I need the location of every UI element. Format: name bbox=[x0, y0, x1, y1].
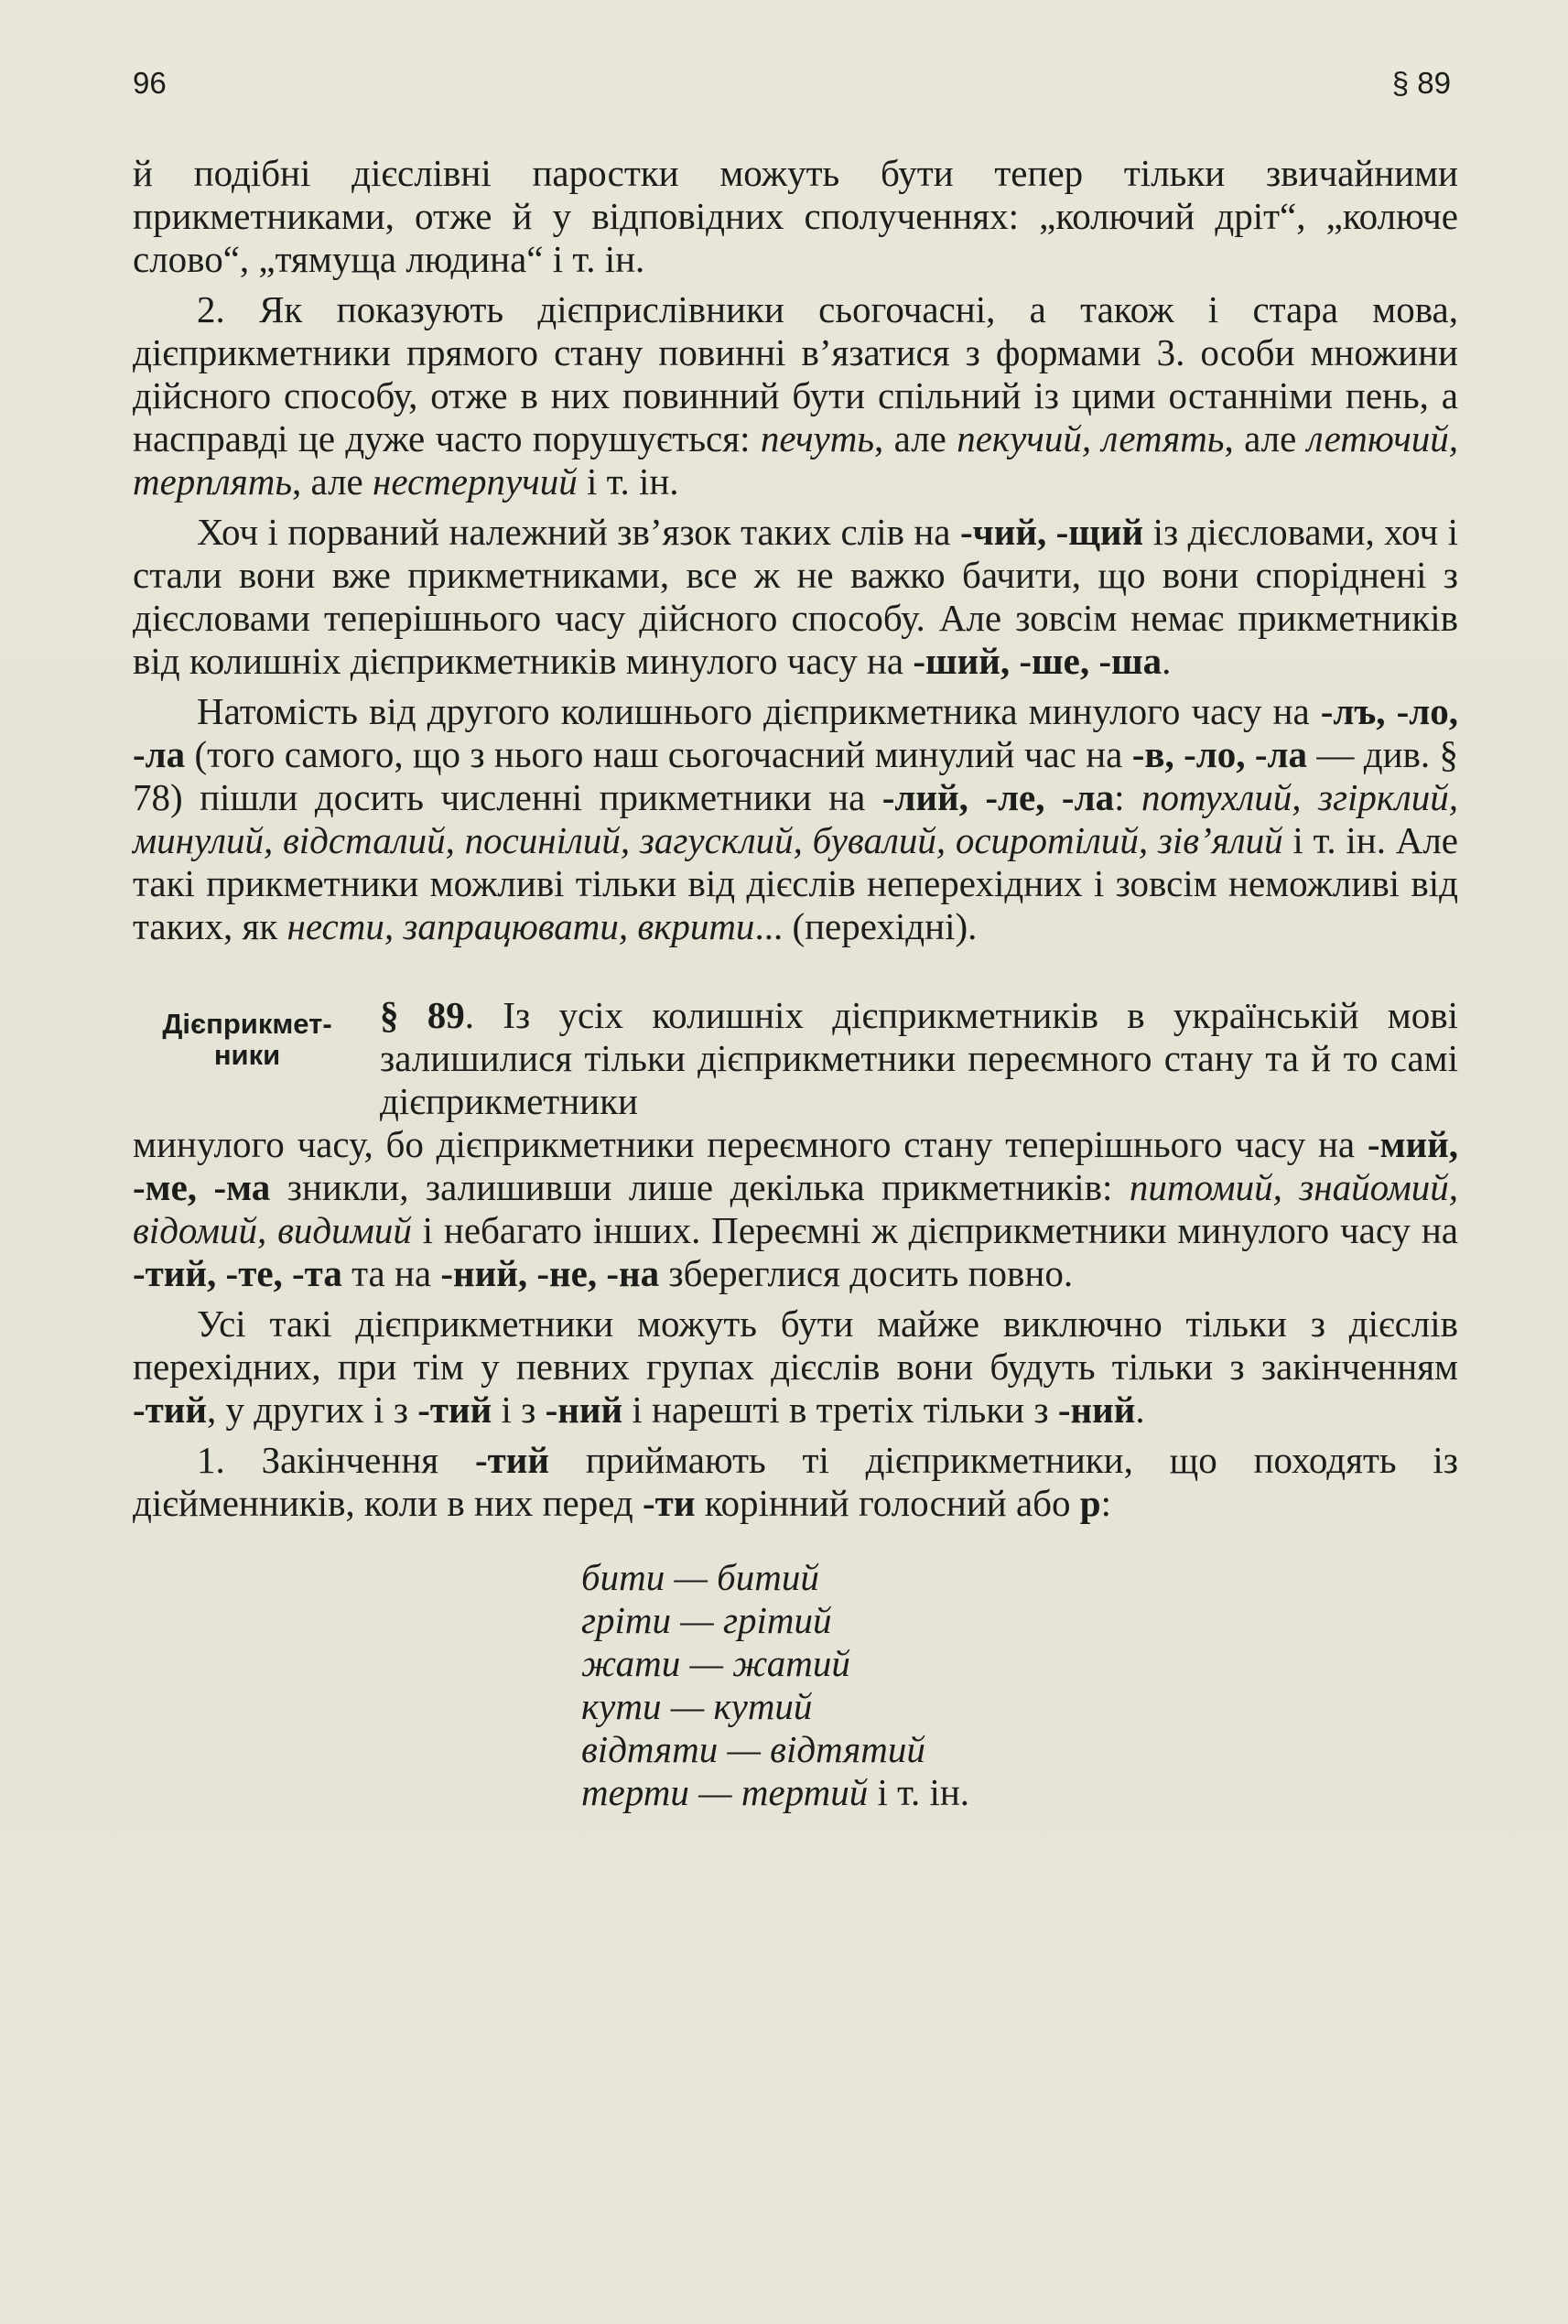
example-line bbox=[581, 1556, 1458, 1599]
page-header bbox=[133, 66, 1458, 121]
paragraph bbox=[133, 1123, 1458, 1295]
italic-example: пекучий, летять bbox=[957, 417, 1225, 459]
margin-note-line: Дієприкмет- bbox=[162, 1008, 332, 1040]
example-line bbox=[581, 1599, 1458, 1642]
bold-term: -тий bbox=[417, 1389, 492, 1431]
section-heading-paragraph bbox=[380, 994, 1458, 1123]
text-run: 2. Як показують дієприслівники сьогочасні, а також і стара мова, дієприкметники прямого стану повинні в’язатися з формами 3. особи множини дійсного способу, отже в них повинний бути спільний із цими останніми пень, а насправді це дуже часто порушується: bbox=[133, 288, 1458, 459]
text-run: і т. ін. Але такі прикметники можливі тільки від дієслів неперехідних і зовсім неможливі від таких, як bbox=[133, 819, 1459, 947]
italic-example: нести, запрацювати, вкрити bbox=[287, 905, 755, 947]
example-line bbox=[581, 1685, 1458, 1728]
example-pair: бити — битий bbox=[581, 1556, 819, 1598]
text-run: . Із усіх колишніх дієприкметників в українській мові залишилися тільки дієприкметники переємного стану та й то самі дієприкметники bbox=[380, 994, 1458, 1122]
text-run: , але bbox=[874, 417, 957, 459]
text-run: зникли, залишивши лише декілька прикметників: bbox=[270, 1166, 1130, 1208]
text-run: , але bbox=[1224, 417, 1307, 459]
text-run: . bbox=[1162, 640, 1172, 682]
text-run: , але bbox=[292, 460, 373, 503]
text-run: приймають ті дієприкметники, що походять із дієйменників, коли в них перед bbox=[133, 1439, 1458, 1524]
text-run: Хоч і порваний належний зв’язок таких слів на bbox=[197, 511, 960, 553]
bold-term: § 89 bbox=[380, 994, 465, 1036]
example-pair: кути — кутий bbox=[581, 1685, 813, 1727]
italic-example: нестерпучий bbox=[372, 460, 578, 503]
bold-term: -лъ, -ло, -ла bbox=[133, 690, 1458, 775]
example-pair: відтяти — відтятий bbox=[581, 1728, 925, 1770]
text-run: , у других і з bbox=[207, 1389, 418, 1431]
example-pair: терти — тертий bbox=[581, 1771, 869, 1813]
text-run: : bbox=[1100, 1482, 1111, 1524]
section-marker: § 89 bbox=[1391, 66, 1451, 100]
text-run: : bbox=[1114, 776, 1141, 818]
bold-term: -ти bbox=[643, 1482, 696, 1524]
bold-term: -тий, -те, -та bbox=[133, 1252, 342, 1294]
bold-term: -мий, -ме, -ма bbox=[133, 1123, 1458, 1208]
paragraph-group-1 bbox=[133, 152, 1458, 948]
example-list bbox=[581, 1556, 1458, 1814]
bold-term: -ший, -ше, -ша bbox=[913, 640, 1162, 682]
text-run: 1. Закінчення bbox=[197, 1439, 475, 1481]
margin-note bbox=[133, 994, 380, 1123]
example-line bbox=[581, 1728, 1458, 1771]
example-line bbox=[581, 1642, 1458, 1685]
text-run: . bbox=[1135, 1389, 1145, 1431]
example-pair: гріти — грітий bbox=[581, 1599, 832, 1641]
text-run: (того самого, що з нього наш сьогочасний минулий час на bbox=[185, 733, 1132, 775]
paragraph bbox=[133, 511, 1458, 683]
bold-term: -ний bbox=[545, 1389, 623, 1431]
bold-term: -чий, -щий bbox=[959, 511, 1144, 553]
text-run: і т. ін. bbox=[577, 460, 679, 503]
margin-note-line: ники bbox=[213, 1039, 281, 1071]
bold-term: -ний, -не, -на bbox=[440, 1252, 660, 1294]
text-run: і нарешті в третіх тільки з bbox=[622, 1389, 1058, 1431]
bold-term: -в, -ло, -ла bbox=[1131, 733, 1308, 775]
text-run: та на bbox=[341, 1252, 441, 1294]
paragraph-group-2 bbox=[133, 1123, 1458, 1525]
body-text bbox=[133, 152, 1458, 1814]
italic-example: летючий, терплять bbox=[133, 417, 1459, 503]
bold-term: -лий, -ле, -ла bbox=[881, 776, 1115, 818]
italic-example: печуть bbox=[760, 417, 875, 459]
bold-term: р bbox=[1079, 1482, 1101, 1524]
paragraph bbox=[133, 288, 1458, 503]
text-run: — див. § 78) пішли досить численні прикметники на bbox=[133, 733, 1458, 818]
example-tail: і т. ін. bbox=[868, 1771, 970, 1813]
text-run: збереглися досить повно. bbox=[659, 1252, 1074, 1294]
example-line bbox=[581, 1771, 1458, 1814]
bold-term: -тий bbox=[474, 1439, 549, 1481]
paragraph bbox=[133, 690, 1458, 948]
text-run: і небагато інших. Переємні ж дієприкметники минулого часу на bbox=[411, 1209, 1458, 1251]
text-run: ... (перехідні). bbox=[754, 905, 978, 947]
paragraph bbox=[133, 152, 1458, 281]
page-number: 96 bbox=[133, 66, 167, 100]
bold-term: -ний bbox=[1057, 1389, 1136, 1431]
text-run: із дієсловами, хоч і стали вони вже прикметниками, все ж не важко бачити, що вони споріднені з дієсловами теперішнього часу дійсного способу. Але зовсім немає прикметників від колишніх дієприкметників минулого часу на bbox=[133, 511, 1458, 682]
text-run: і з bbox=[492, 1389, 546, 1431]
text-run: й подібні дієслівні паростки можуть бути тепер тільки звичайними прикметниками, отже й у відповідних сполученнях: „колючий дріт“, „колюче слово“, „тямуща людина“ і т. ін. bbox=[133, 152, 1458, 280]
italic-example: потухлий, згірклий, минулий, відсталий, посинілий, загусклий, бувалий, осиротілий, зів’ялий bbox=[133, 776, 1458, 861]
section-89-block bbox=[133, 994, 1458, 1123]
text-run: минулого часу, бо дієприкметники переємного стану теперішнього часу на bbox=[133, 1123, 1368, 1165]
paragraph bbox=[133, 1303, 1458, 1432]
bold-term: -тий bbox=[133, 1389, 208, 1431]
italic-example: питомий, знайомий, відомий, видимий bbox=[133, 1166, 1458, 1251]
text-run: Усі такі дієприкметники можуть бути майже виключно тільки з дієслів перехідних, при тім у певних групах дієслів вони будуть тільки з закінченням bbox=[133, 1303, 1458, 1388]
text-run: Натомість від другого колишнього дієприкметника минулого часу на bbox=[197, 690, 1321, 732]
paragraph bbox=[133, 1439, 1458, 1525]
text-run: корінний голосний або bbox=[695, 1482, 1080, 1524]
example-pair: жати — жатий bbox=[581, 1642, 850, 1684]
